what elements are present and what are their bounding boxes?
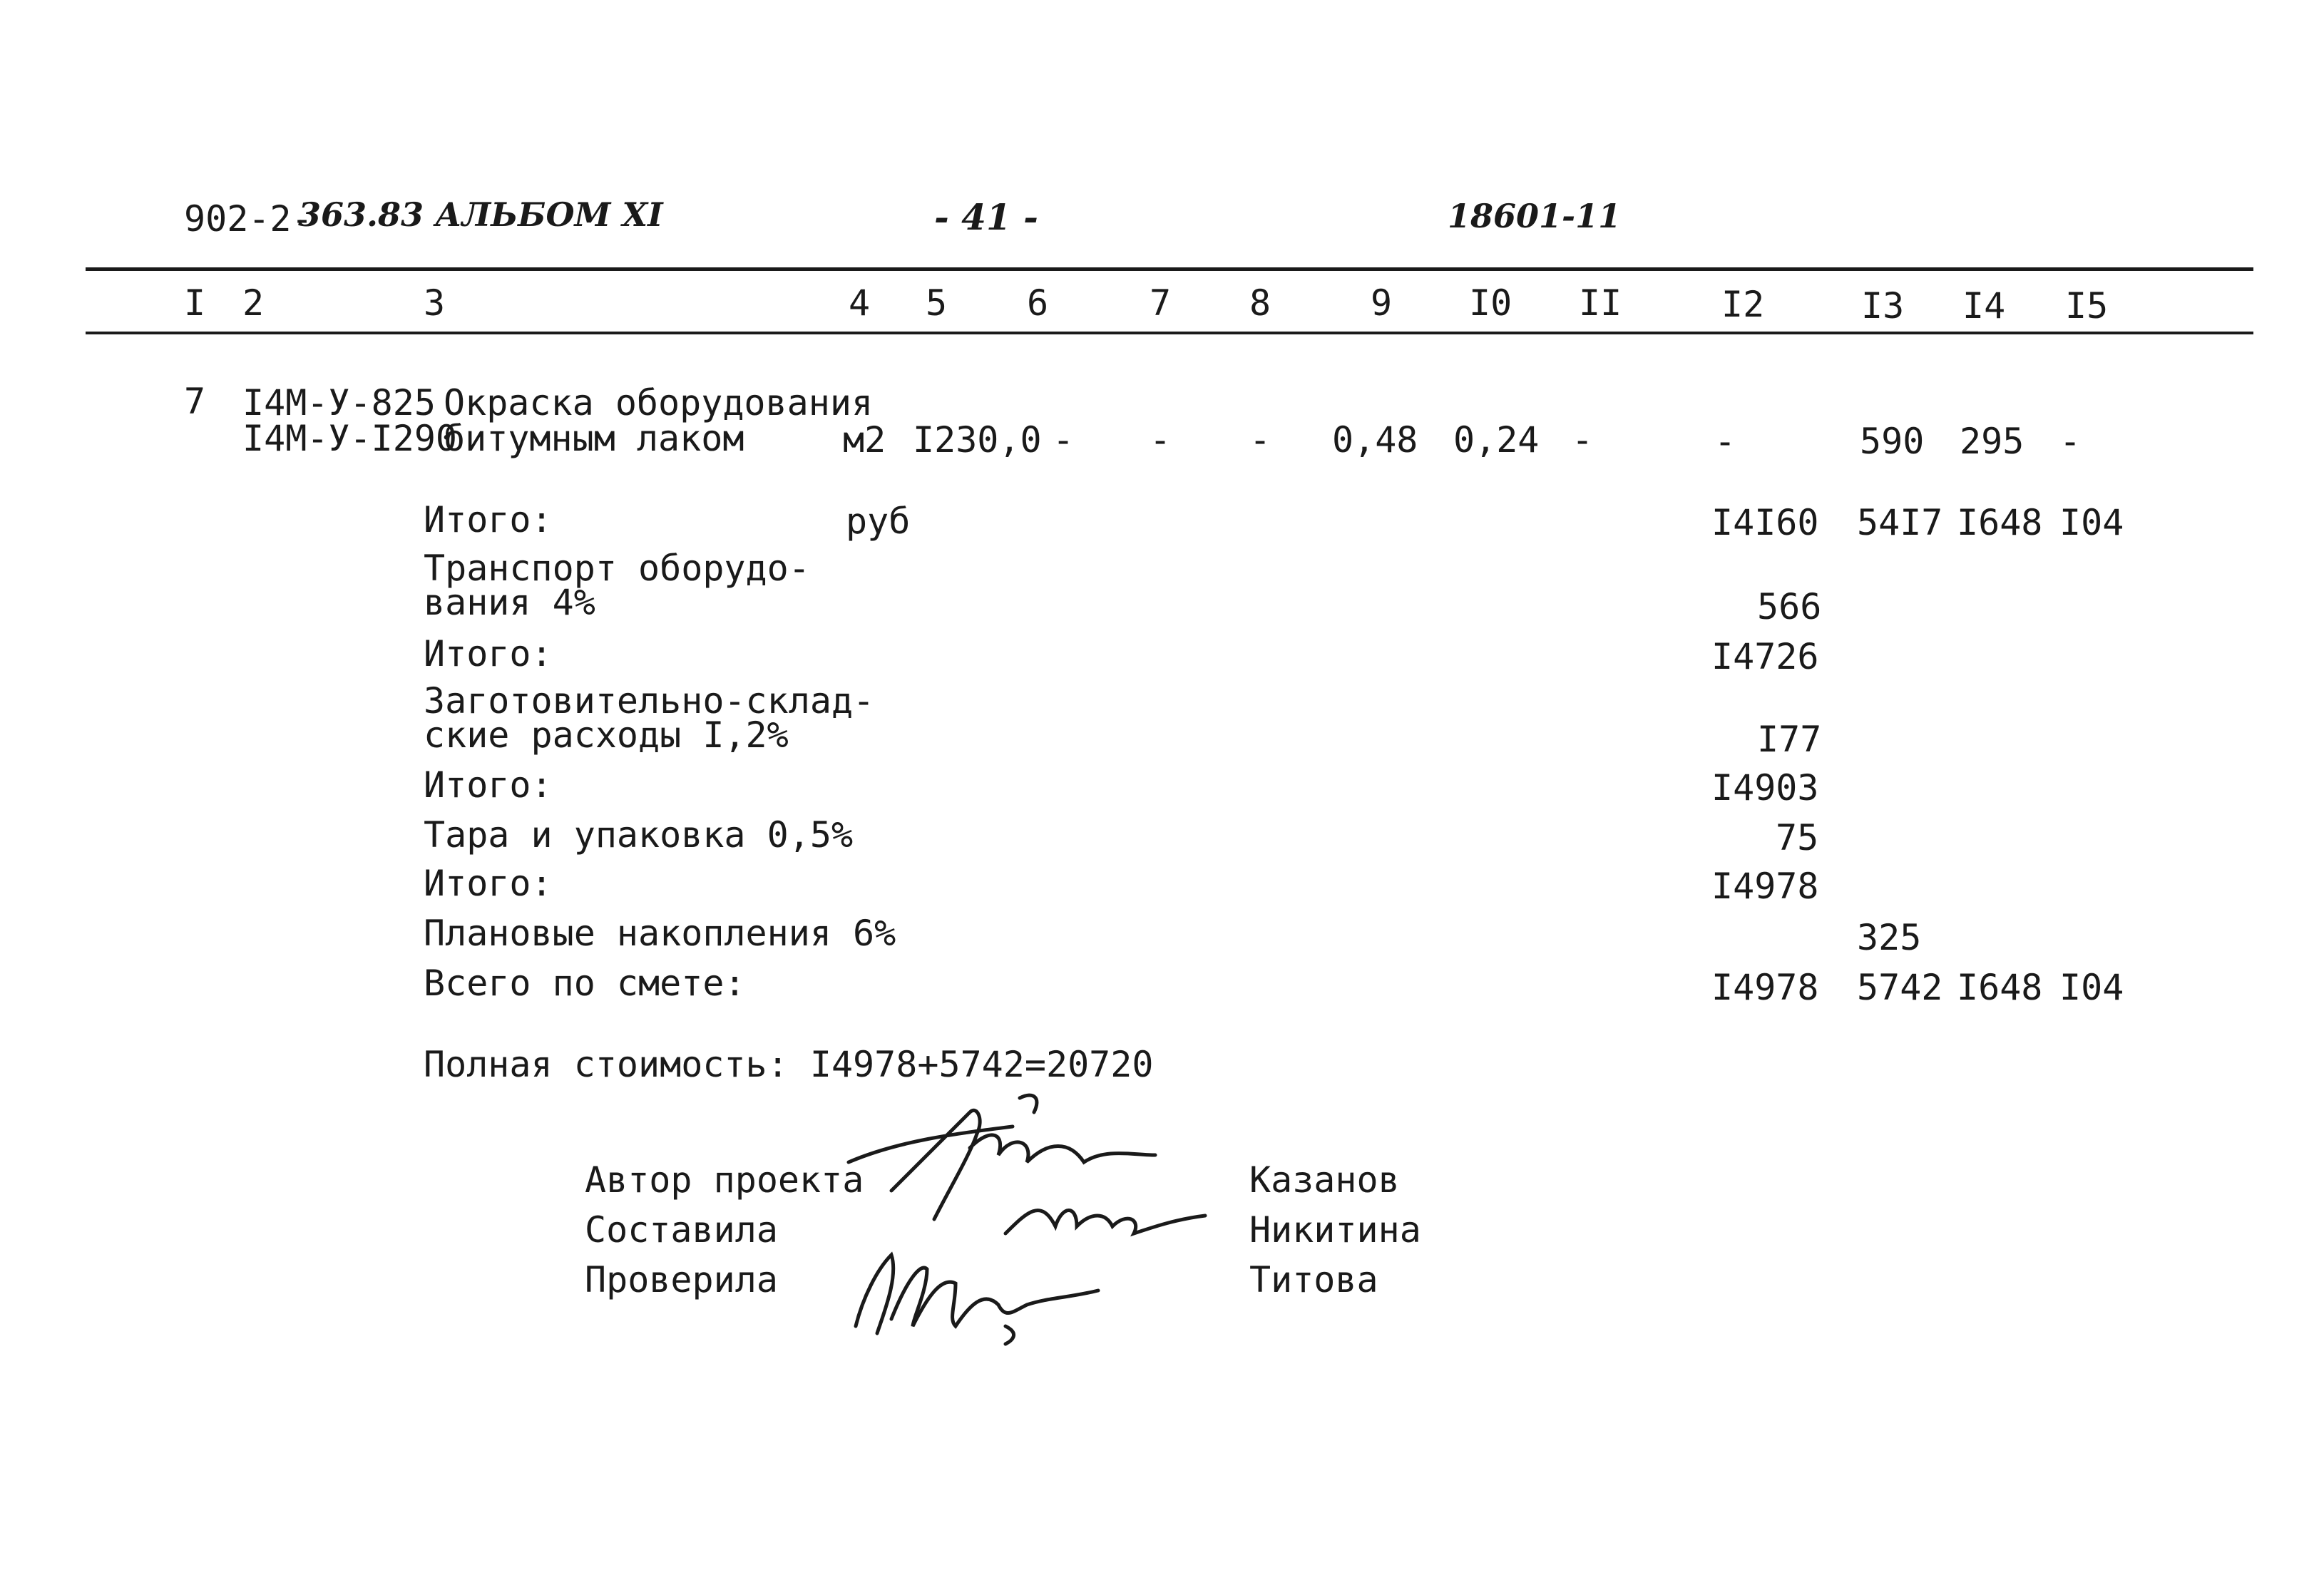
summary-itogo1-c12: I4I60 xyxy=(1711,502,1819,543)
item-number: 7 xyxy=(184,381,206,422)
summary-zagot-line1: Заготовительно-склад- xyxy=(424,680,875,722)
summary-itogo4-c12: I4978 xyxy=(1711,866,1819,907)
col-4: 4 xyxy=(849,282,871,324)
col-7: 7 xyxy=(1150,282,1172,324)
author-role: Автор проекта xyxy=(585,1159,864,1201)
summary-zagot-c12: I77 xyxy=(1757,719,1822,760)
item-qty: I230,0 xyxy=(913,419,1042,461)
summary-transport-c12: 566 xyxy=(1757,586,1822,627)
summary-itogo1-c15: I04 xyxy=(2059,502,2124,543)
item-col-7: - xyxy=(1150,419,1172,461)
table-header-rule xyxy=(86,332,2253,334)
item-desc-1: Окраска оборудования xyxy=(444,382,874,424)
summary-vsego-c12: I4978 xyxy=(1711,967,1819,1008)
col-8: 8 xyxy=(1249,282,1271,324)
col-6: 6 xyxy=(1027,282,1049,324)
compiled-name: Никитина xyxy=(1249,1209,1421,1251)
item-col-13: 590 xyxy=(1860,421,1925,462)
compiled-role: Составила xyxy=(585,1209,778,1251)
item-col-8: - xyxy=(1249,419,1271,461)
item-code-2: I4M-У-I290 xyxy=(242,418,458,459)
page-number: - 41 - xyxy=(934,196,1038,238)
summary-plan-c13: 325 xyxy=(1857,917,1922,958)
col-5: 5 xyxy=(926,282,948,324)
col-15: I5 xyxy=(2065,285,2109,327)
col-3: 3 xyxy=(424,282,446,324)
item-col-12: - xyxy=(1714,421,1736,462)
summary-vsego-c14: I648 xyxy=(1957,967,2043,1008)
item-desc-2: битумным лаком xyxy=(444,418,744,459)
summary-tara-c12: 75 xyxy=(1776,817,1819,858)
col-9: 9 xyxy=(1371,282,1393,324)
summary-vsego-c13: 5742 xyxy=(1857,967,1943,1008)
summary-itogo3-label: Итого: xyxy=(424,764,553,806)
item-unit: м2 xyxy=(843,419,886,461)
summary-plan-label: Плановые накопления 6% xyxy=(424,913,896,954)
col-1: I xyxy=(184,282,206,324)
col-12: I2 xyxy=(1721,284,1765,325)
summary-vsego-label: Всего по смете: xyxy=(424,963,746,1004)
doc-code: 902-2- xyxy=(184,198,313,240)
col-11: II xyxy=(1579,282,1622,324)
item-code-1: I4M-У-825 xyxy=(242,382,436,424)
col-13: I3 xyxy=(1861,285,1905,327)
summary-itogo1-c14: I648 xyxy=(1957,502,2043,543)
checked-role: Проверила xyxy=(585,1259,778,1300)
doc-number: 18601-11 xyxy=(1448,197,1622,235)
summary-itogo2-c12: I4726 xyxy=(1711,636,1819,677)
summary-itogo2-label: Итого: xyxy=(424,633,553,674)
col-10: I0 xyxy=(1469,282,1512,324)
summary-transport-line2: вания 4% xyxy=(424,582,595,623)
summary-vsego-c15: I04 xyxy=(2059,967,2124,1008)
author-name: Казанов xyxy=(1249,1159,1400,1201)
doc-code-handwritten: 363.83 АЛЬБОМ XI xyxy=(298,195,663,234)
full-cost: Полная стоимость: I4978+5742=20720 xyxy=(424,1044,1154,1085)
col-14: I4 xyxy=(1962,285,2006,327)
summary-itogo1-c13: 54I7 xyxy=(1857,502,1943,543)
summary-unit: руб xyxy=(846,501,911,542)
col-2: 2 xyxy=(242,282,265,324)
table-top-rule xyxy=(86,267,2253,271)
item-col-10: 0,24 xyxy=(1453,419,1540,461)
summary-itogo-label: Итого: xyxy=(424,499,553,540)
checked-signature xyxy=(841,1233,1112,1348)
summary-tara-label: Тара и упаковка 0,5% xyxy=(424,814,854,856)
summary-transport-line1: Транспорт оборудо- xyxy=(424,548,810,589)
summary-zagot-line2: ские расходы I,2% xyxy=(424,714,789,756)
summary-itogo3-c12: I4903 xyxy=(1711,767,1819,809)
summary-itogo4-label: Итого: xyxy=(424,863,553,904)
item-col-6: - xyxy=(1053,419,1075,461)
item-col-14: 295 xyxy=(1960,421,2024,462)
checked-name: Титова xyxy=(1249,1259,1378,1300)
item-col-9: 0,48 xyxy=(1332,419,1418,461)
item-col-15: - xyxy=(2059,421,2082,462)
item-col-11: - xyxy=(1572,419,1594,461)
